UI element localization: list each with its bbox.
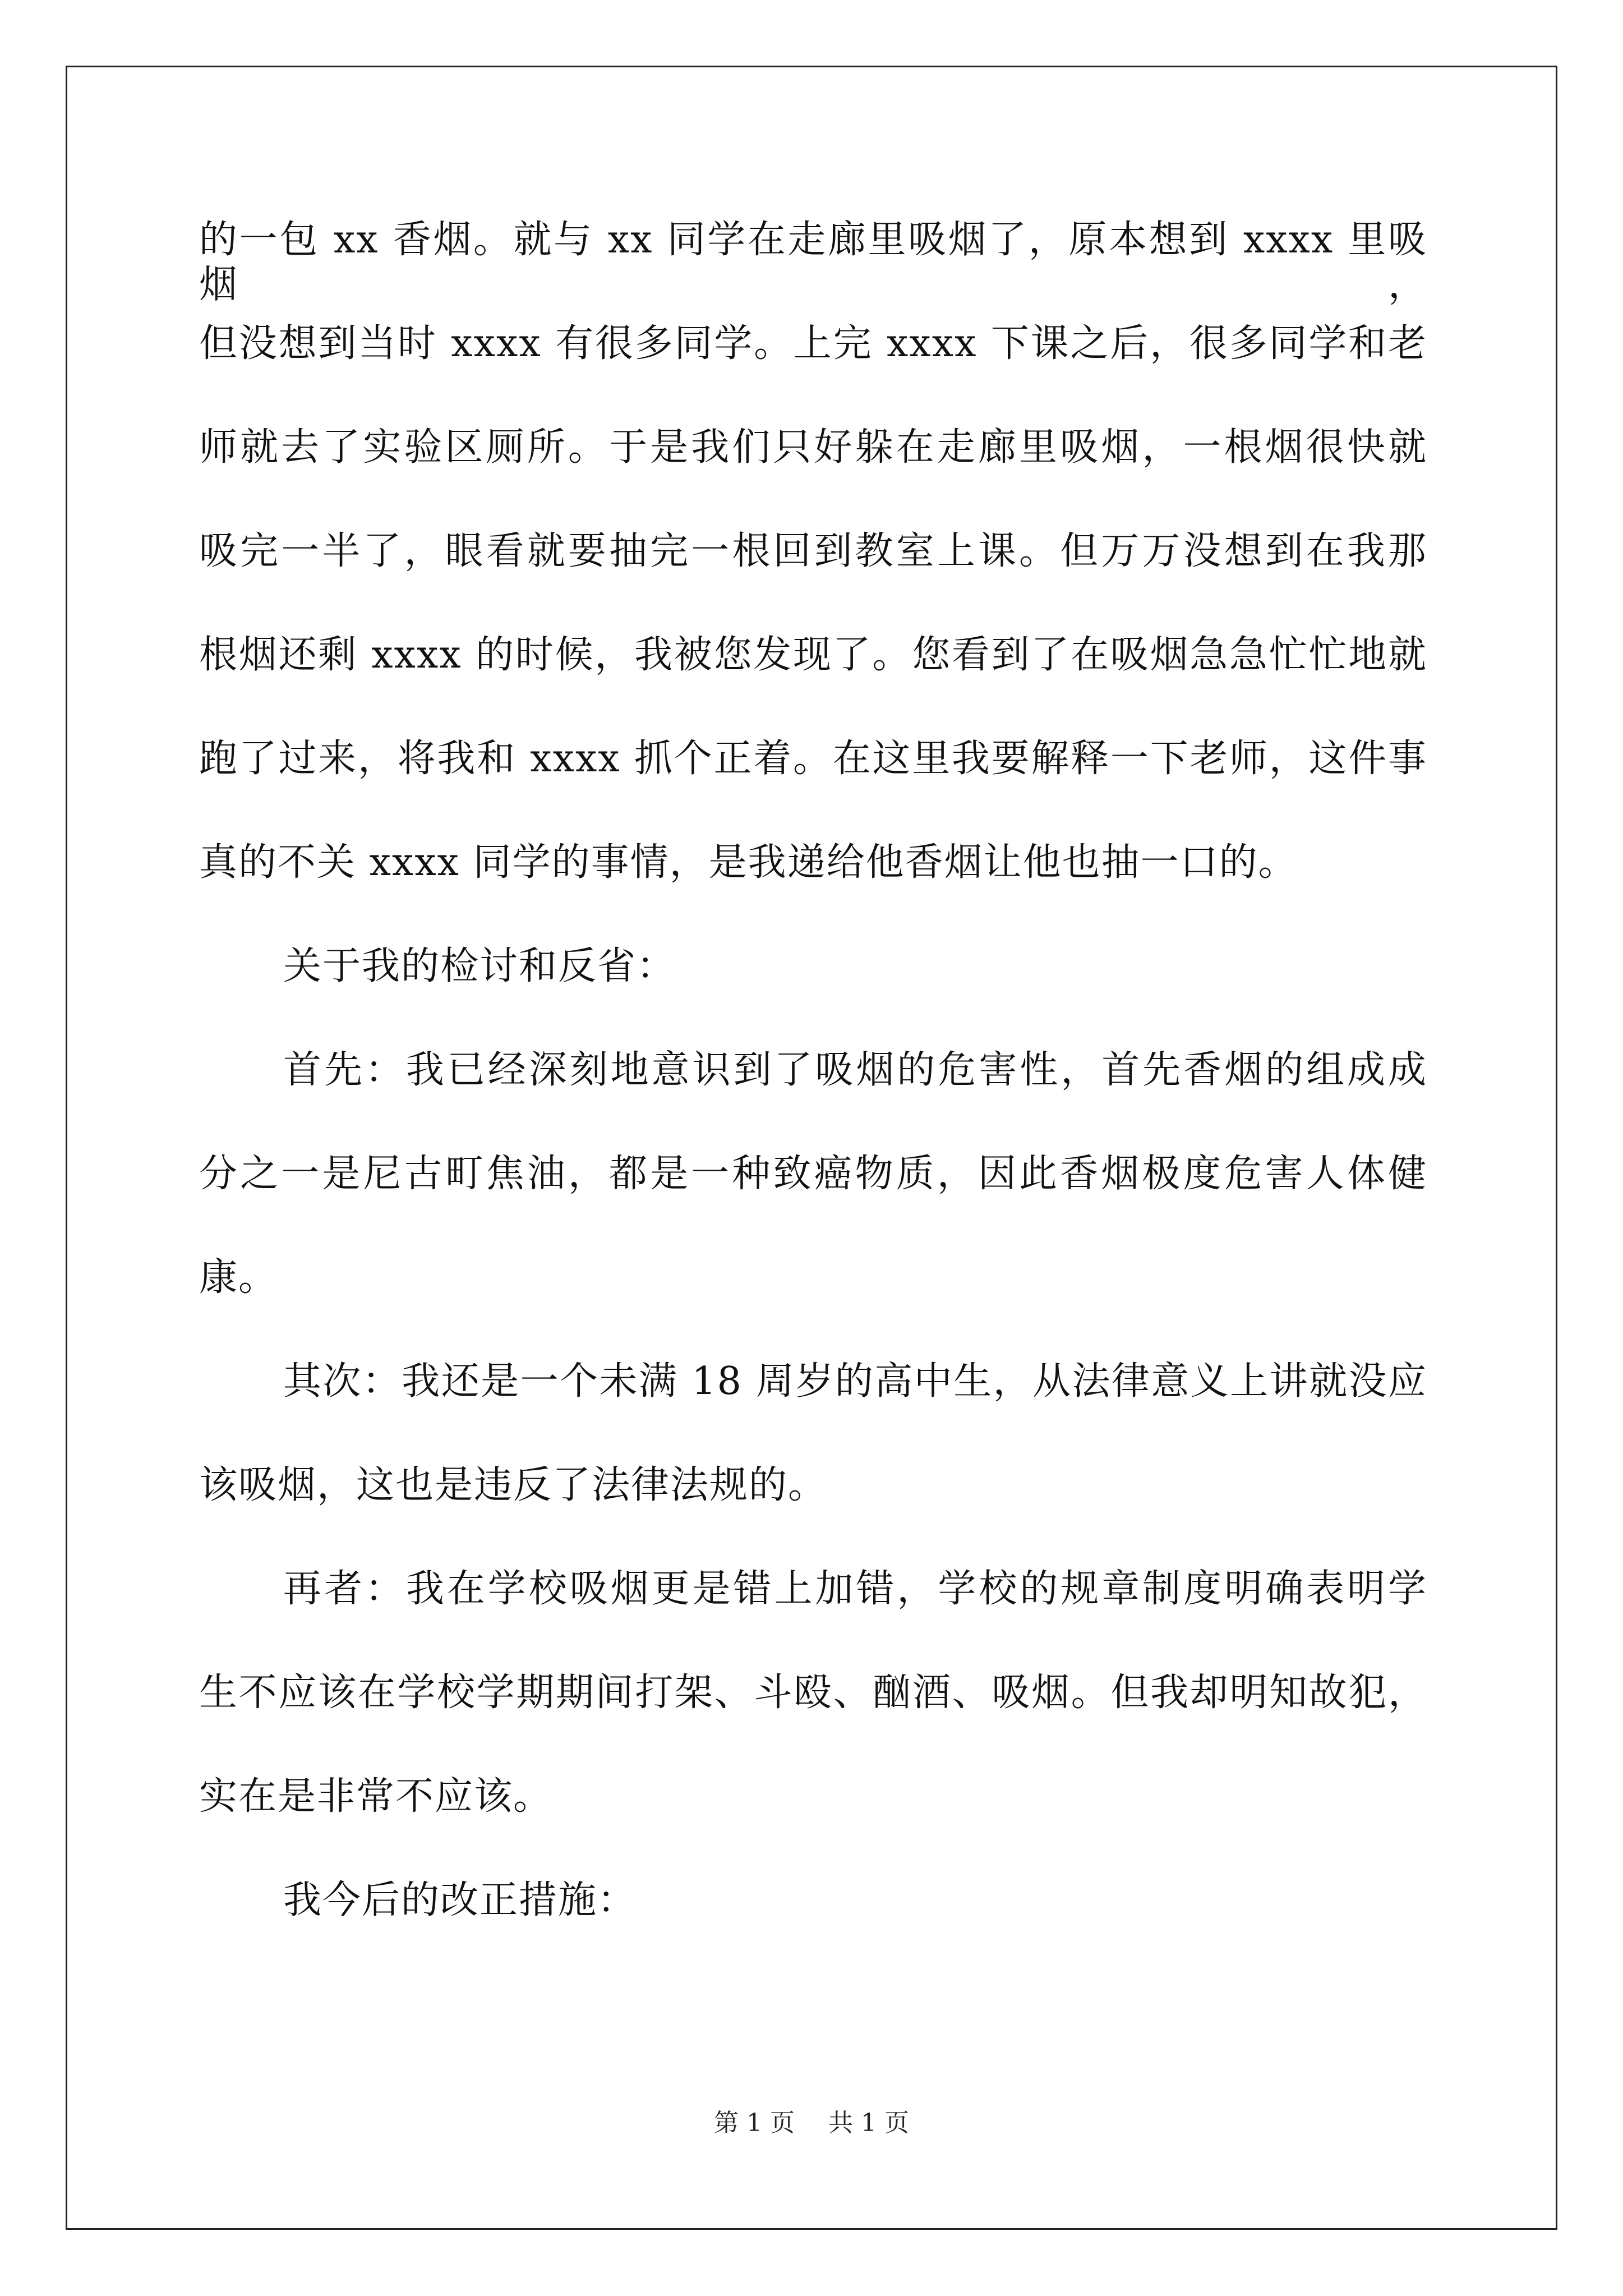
page-number: 第 1 页 [714,2109,795,2137]
text-line-6: 跑了过来，将我和 xxxx 抓个正着。在这里我要解释一下老师，这件事 [199,737,1427,781]
text-line-3: 师就去了实验区厕所。于是我们只好躲在走廊里吸烟，一根烟很快就 [199,425,1427,470]
text-line-4: 吸完一半了，眼看就要抽完一根回到教室上课。但万万没想到在我那 [199,529,1427,573]
text-line-16: 实在是非常不应该。 [199,1774,553,1819]
text-line-10: 分之一是尼古町焦油，都是一种致癌物质，因此香烟极度危害人体健 [199,1152,1427,1196]
text-line-first-point: 首先：我已经深刻地意识到了吸烟的危害性，首先香烟的组成成 [283,1048,1427,1092]
text-line-7: 真的不关 xxxx 同学的事情，是我递给他香烟让他也抽一口的。 [199,840,1298,885]
text-line-11: 康。 [199,1255,278,1300]
section-heading-review: 关于我的检讨和反省： [283,944,676,988]
text-line-second-point: 其次：我还是一个未满 18 周岁的高中生，从法律意义上讲就没应 [283,1359,1427,1404]
text-line-5: 根烟还剩 xxxx 的时候，我被您发现了。您看到了在吸烟急急忙忙地就 [199,633,1427,677]
page-footer [0,2109,1623,2137]
section-heading-measures: 我今后的改正措施： [283,1878,637,1922]
text-line-13: 该吸烟，这也是违反了法律法规的。 [199,1463,828,1507]
text-line-third-point: 再者：我在学校吸烟更是错上加错，学校的规章制度明确表明学 [283,1567,1427,1611]
text-line-15: 生不应该在学校学期期间打架、斗殴、酗酒、吸烟。但我却明知故犯， [199,1671,1427,1715]
text-line-2: 但没想到当时 xxxx 有很多同学。上完 xxxx 下课之后，很多同学和老 [199,321,1427,366]
text-line-1: 的一包 xx 香烟。就与 xx 同学在走廊里吸烟了，原本想到 xxxx 里吸烟， [199,218,1427,307]
page-total: 共 1 页 [828,2109,909,2137]
